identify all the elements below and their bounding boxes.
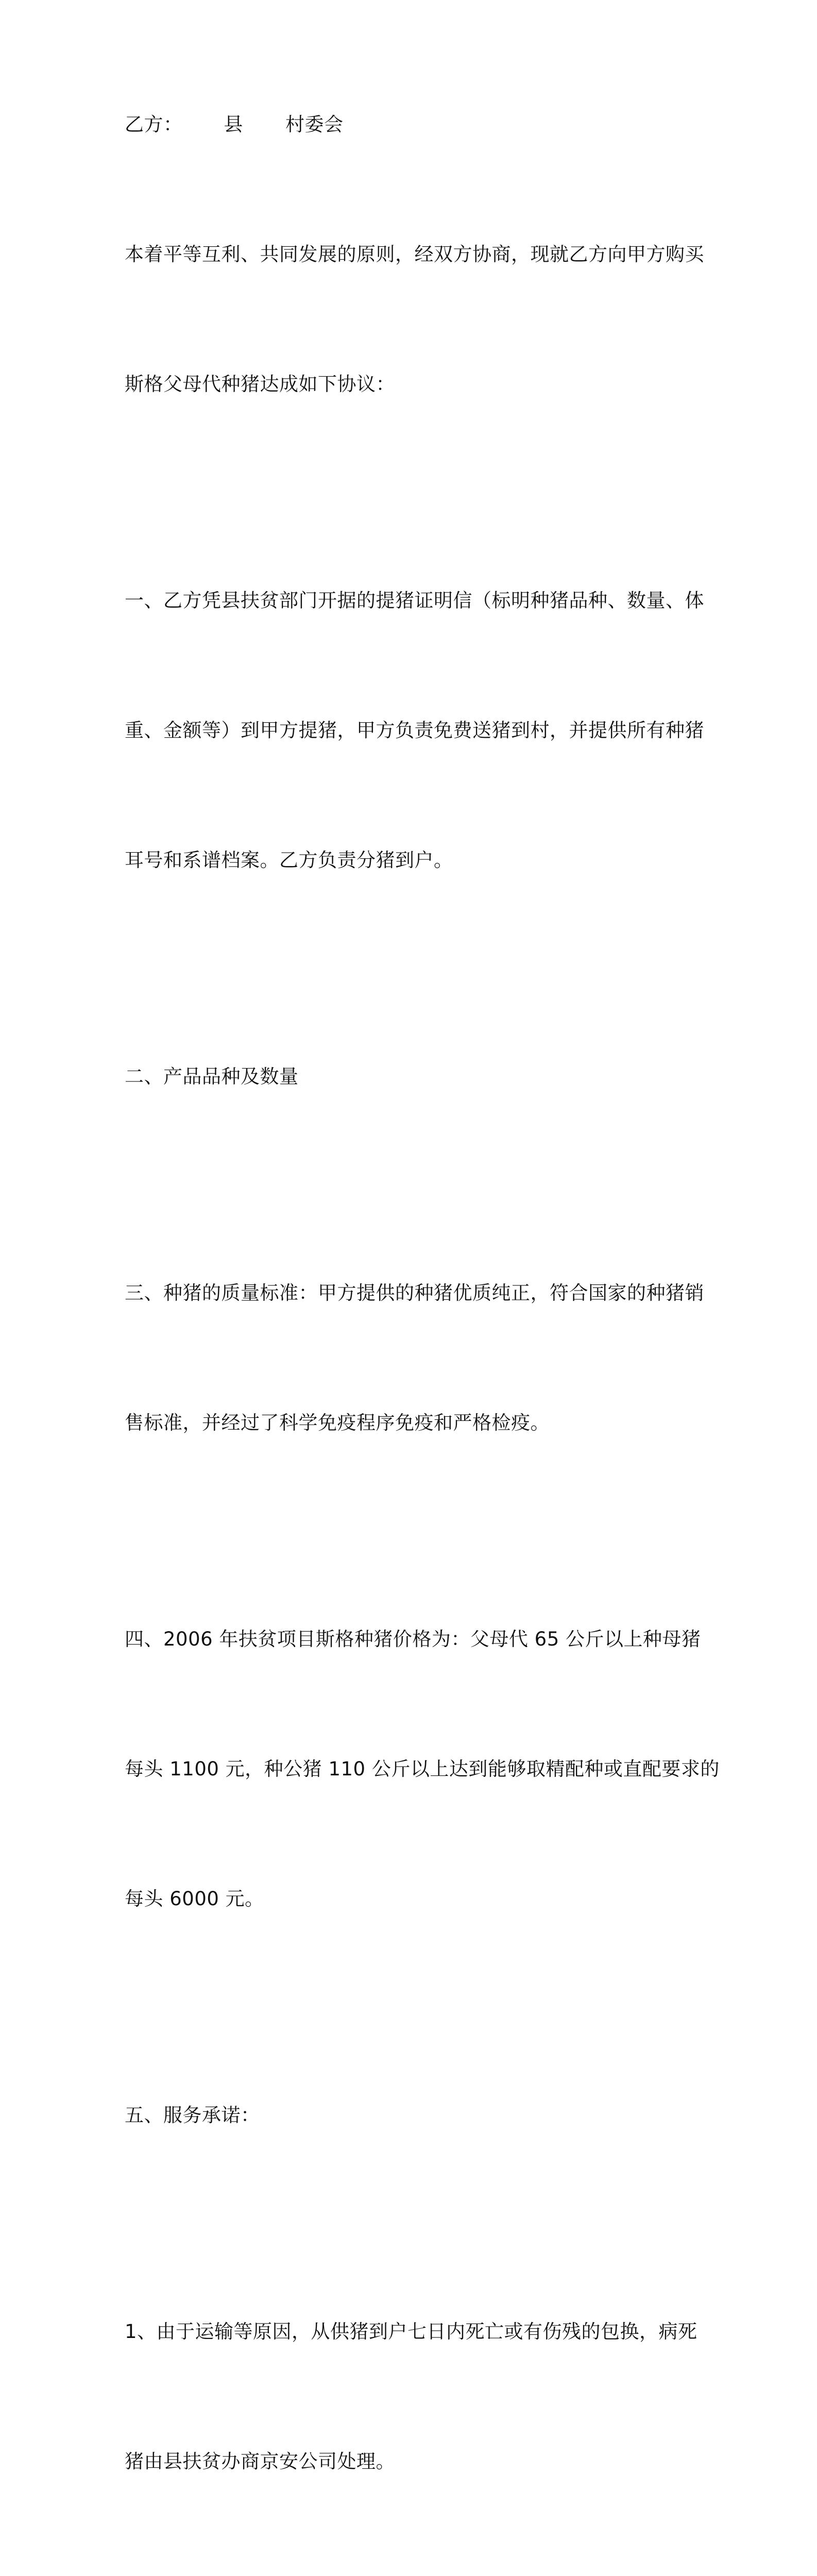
text-line: 本着平等互利、共同发展的原则，经双方协商，现就乙方向甲方购买 <box>125 243 704 265</box>
paragraph-intro <box>125 146 704 493</box>
party-b-county: 县 <box>224 113 243 135</box>
text-line: 三、种猪的质量标准：甲方提供的种猪优质纯正，符合国家的种猪销 <box>125 1282 704 1304</box>
paragraph-item-2 <box>125 2570 699 2576</box>
text-line: 每头 6000 元。 <box>125 1888 264 1910</box>
text-line: 每头 1100 元，种公猪 110 公斤以上达到能够取精配种或直配要求的 <box>125 1758 720 1780</box>
text-line: 二、产品品种及数量 <box>125 1065 299 1088</box>
paragraph-clause-5 <box>125 2007 699 2224</box>
party-b-village: 村委会 <box>285 113 344 135</box>
text-line: 四、2006 年扶贫项目斯格种猪价格为：父母代 65 公斤以上种母猪 <box>125 1628 701 1650</box>
text-line: 五、服务承诺： <box>125 2104 260 2126</box>
party-b-line <box>125 103 699 146</box>
text-line: 猪由县扶贫办商京安公司处理。 <box>125 2450 395 2472</box>
text-line: 耳号和系谱档案。乙方负责分猪到户。 <box>125 849 453 871</box>
party-b-label: 乙方： <box>125 113 183 135</box>
document-body <box>125 103 720 2576</box>
paragraph-item-1 <box>125 2224 699 2570</box>
text-line: 斯格父母代种猪达成如下协议： <box>125 373 395 395</box>
paragraph-clause-4 <box>125 1531 720 2007</box>
paragraph-clause-2 <box>125 969 699 1185</box>
text-line: 1、由于运输等原因，从供猪到户七日内死亡或有伤残的包换，病死 <box>125 2320 697 2343</box>
paragraph-clause-1 <box>125 493 704 969</box>
text-line: 重、金额等）到甲方提猪，甲方负责免费送猪到村，并提供所有种猪 <box>125 719 704 741</box>
text-line: 一、乙方凭县扶贫部门开据的提猪证明信（标明种猪品种、数量、体 <box>125 589 704 612</box>
text-line: 售标准，并经过了科学免疫程序免疫和严格检疫。 <box>125 1412 550 1434</box>
paragraph-clause-3 <box>125 1185 704 1531</box>
